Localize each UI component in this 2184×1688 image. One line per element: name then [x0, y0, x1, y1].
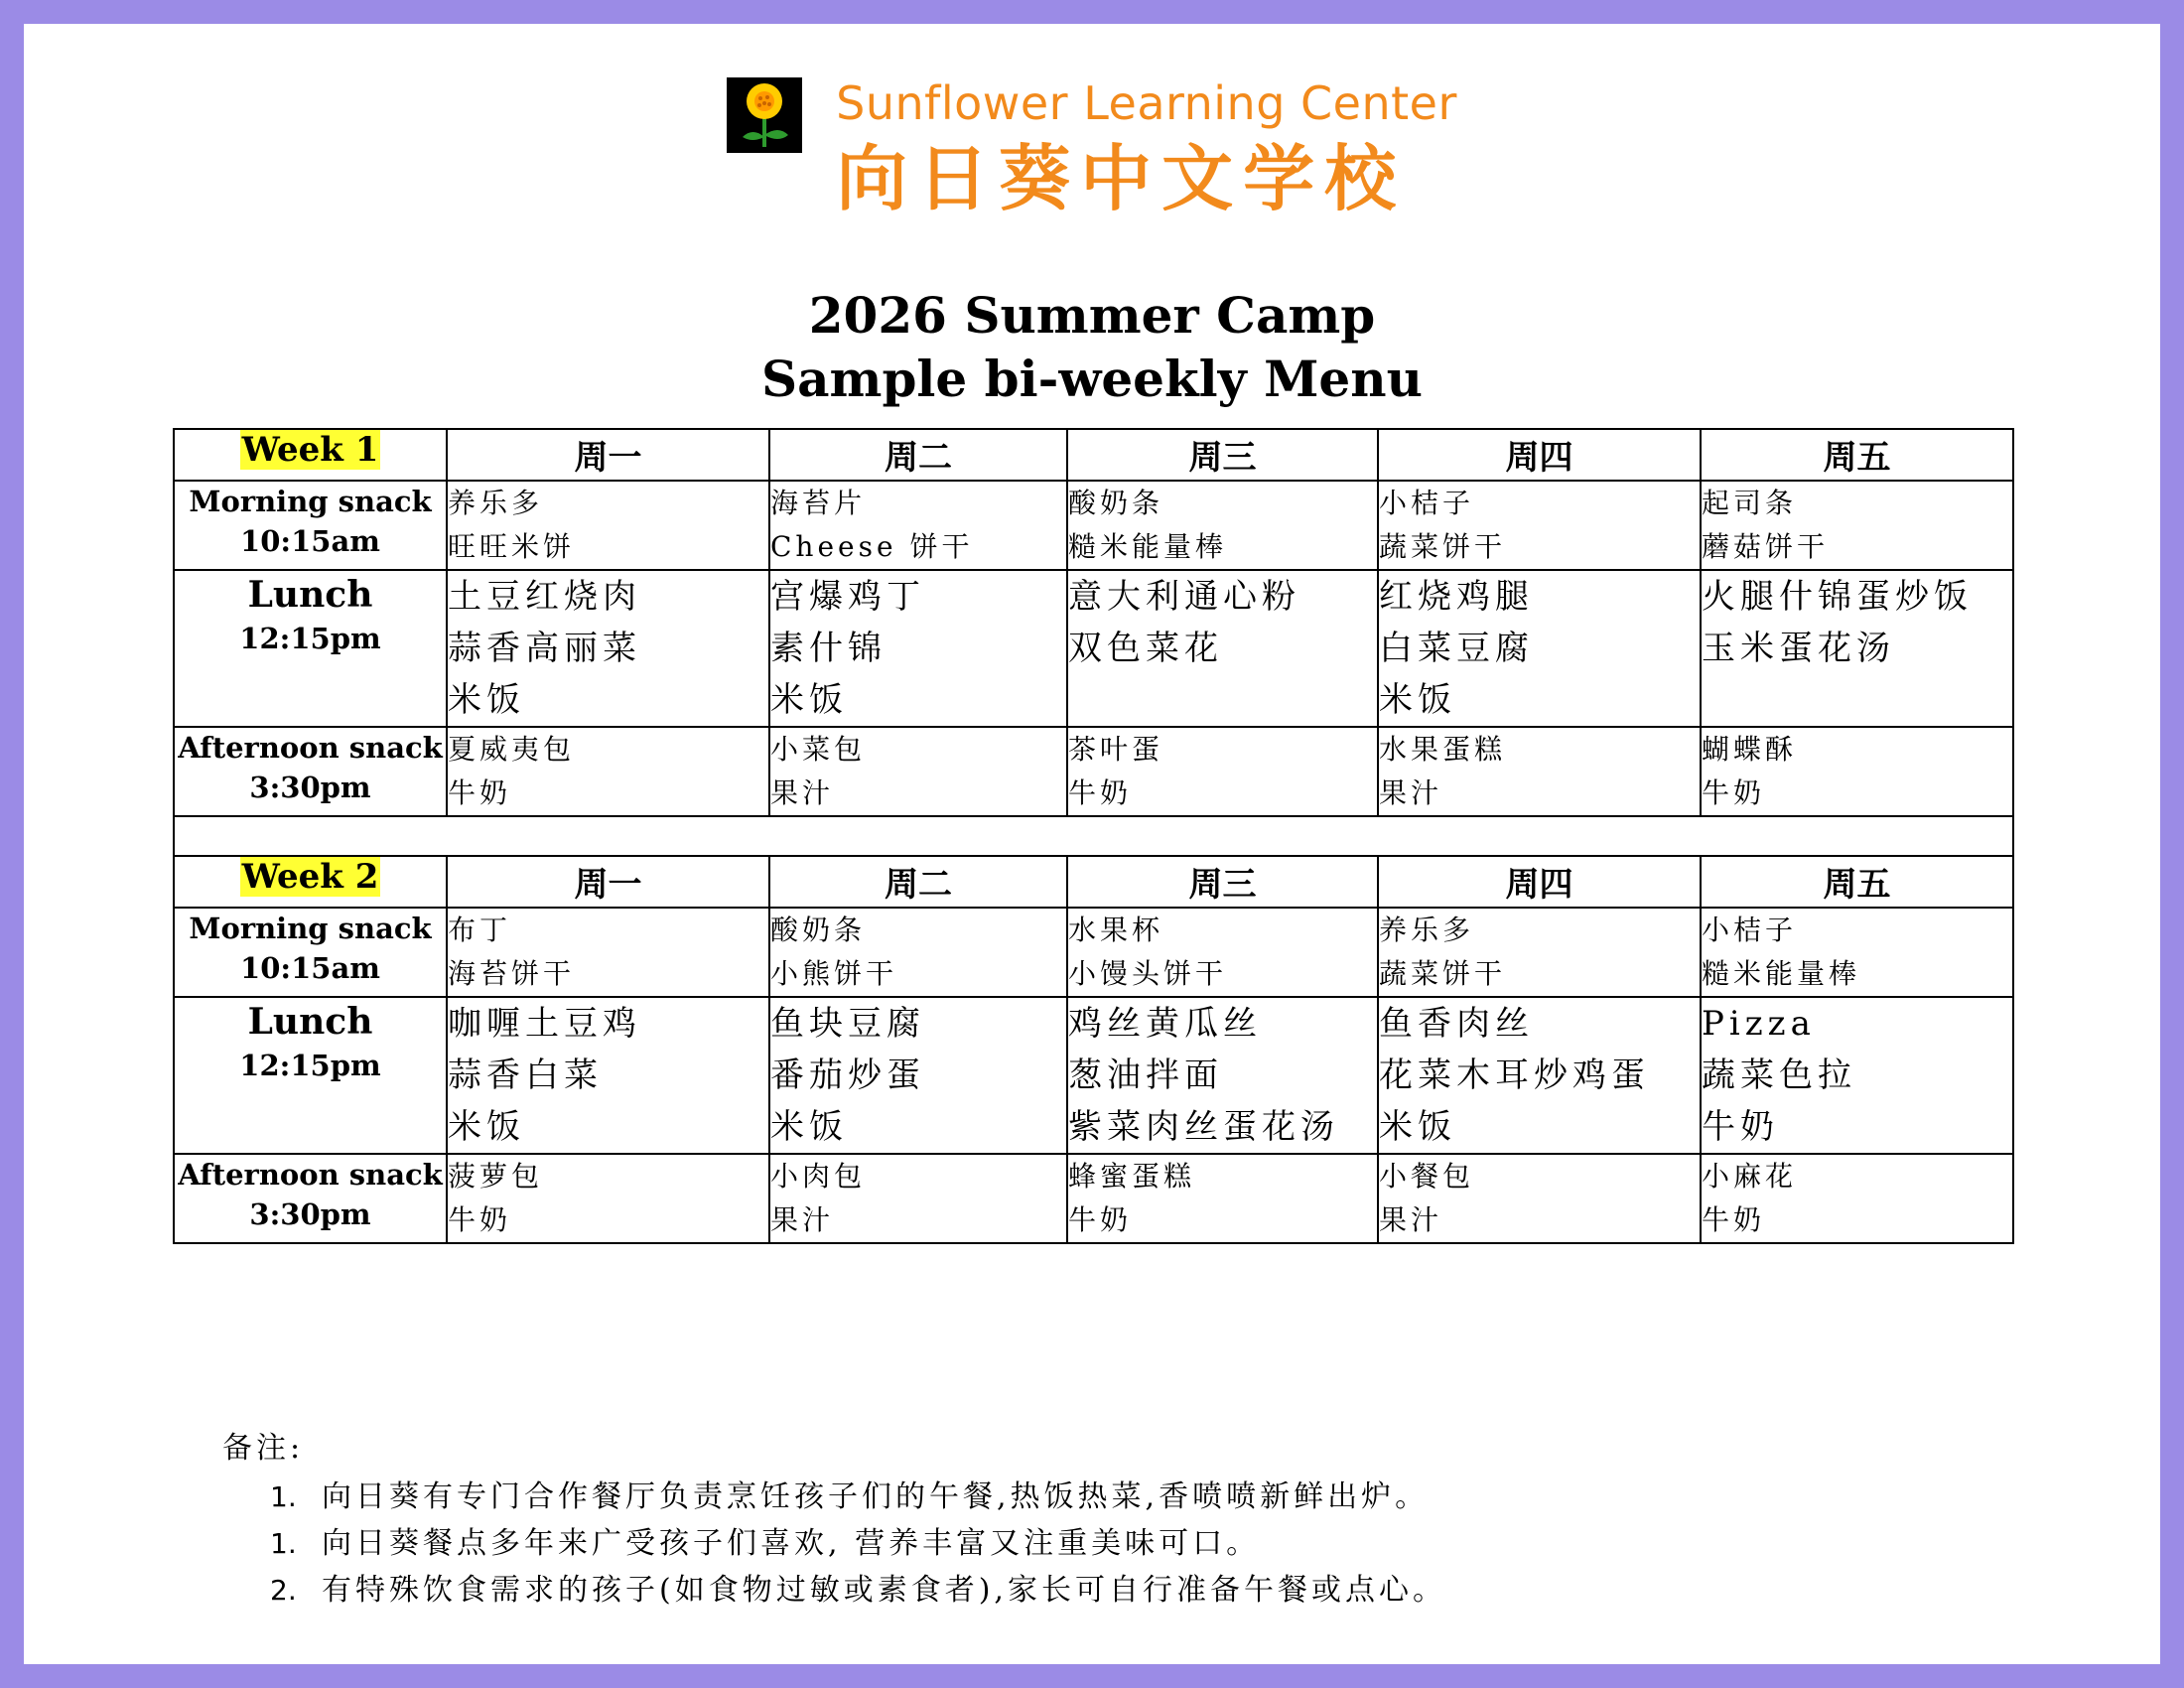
menu-item: 蔬菜饼干: [1379, 957, 1507, 990]
menu-item: 牛奶: [1702, 1107, 1779, 1147]
menu-item: 小桔子: [1702, 914, 1798, 946]
menu-item: 蝴蝶酥: [1702, 733, 1798, 766]
week-header-row: [174, 856, 2013, 908]
menu-item: 茶叶蛋: [1068, 733, 1164, 766]
menu-item: 白菜豆腐: [1379, 629, 1534, 668]
menu-item: 果汁: [1379, 1203, 1443, 1236]
menu-cell: [1701, 570, 2013, 727]
meal-name: Afternoon snack: [178, 731, 443, 765]
menu-item: 酸奶条: [1068, 487, 1164, 519]
morning-row: [174, 908, 2013, 997]
meal-name: Lunch: [247, 574, 373, 616]
menu-cell: [769, 908, 1067, 997]
menu-cell: [447, 997, 769, 1154]
header-logo: [24, 75, 2160, 220]
menu-cell: [769, 481, 1067, 570]
meal-name: Morning snack: [189, 485, 432, 518]
meal-time: 3:30pm: [249, 1197, 371, 1231]
notes-section: [222, 1424, 1446, 1614]
sunflower-icon: [727, 77, 802, 153]
menu-cell: [1067, 908, 1378, 997]
day-header: 周二: [769, 856, 1067, 908]
menu-item: 葱油拌面: [1068, 1055, 1223, 1095]
menu-item: 糙米能量棒: [1068, 530, 1228, 563]
menu-item: 鸡丝黄瓜丝: [1068, 1004, 1262, 1044]
brand-name-cn: 向日葵中文学校: [836, 136, 1407, 220]
menu-item: 牛奶: [1068, 1203, 1133, 1236]
menu-cell: [769, 570, 1067, 727]
menu-cell: [447, 481, 769, 570]
week-label-cell: [174, 429, 447, 481]
menu-cell: [769, 997, 1067, 1154]
week-label: Week 1: [241, 430, 379, 470]
meal-time: 3:30pm: [249, 771, 371, 804]
menu-cell: [1378, 481, 1701, 570]
menu-item: 宫爆鸡丁: [770, 577, 925, 617]
lunch-label-cell: [174, 997, 447, 1154]
meal-time: 10:15am: [240, 524, 380, 558]
day-header: 周一: [447, 429, 769, 481]
menu-page: [24, 24, 2160, 1664]
menu-item: 小餐包: [1379, 1160, 1475, 1193]
menu-item: 蒜香高丽菜: [448, 629, 641, 668]
menu-item: 布丁: [448, 914, 512, 946]
menu-item: 小桔子: [1379, 487, 1475, 519]
menu-item: 素什锦: [770, 629, 887, 668]
menu-item: 玉米蛋花汤: [1702, 629, 1895, 668]
day-header: 周一: [447, 856, 769, 908]
menu-cell: [1378, 1154, 1701, 1243]
note-text: 向日葵餐点多年来广受孩子们喜欢, 营养丰富又注重美味可口。: [322, 1526, 1261, 1561]
day-header: 周四: [1378, 429, 1701, 481]
menu-item: 米饭: [448, 680, 525, 720]
menu-item: 水果蛋糕: [1379, 733, 1507, 766]
menu-cell: [447, 1154, 769, 1243]
note-number: 1.: [270, 1527, 297, 1560]
menu-item: 果汁: [1379, 776, 1443, 809]
title-line-1: 2026 Summer Camp: [808, 286, 1376, 345]
menu-cell: [1701, 481, 2013, 570]
menu-cell: [769, 1154, 1067, 1243]
menu-cell: [1378, 727, 1701, 816]
menu-item: 米饭: [1379, 680, 1456, 720]
afternoon-row: [174, 1154, 2013, 1243]
menu-item: 夏威夷包: [448, 733, 576, 766]
menu-cell: [1067, 997, 1378, 1154]
meal-name: Afternoon snack: [178, 1158, 443, 1192]
menu-item: 花菜木耳炒鸡蛋: [1379, 1055, 1650, 1095]
menu-cell: [1067, 481, 1378, 570]
menu-item: 糙米能量棒: [1702, 957, 1861, 990]
menu-item: 牛奶: [1702, 776, 1766, 809]
spacer-cell: [174, 816, 2013, 856]
title-line-2: Sample bi-weekly Menu: [761, 350, 1423, 408]
meal-time: 10:15am: [240, 951, 380, 985]
menu-cell: [447, 727, 769, 816]
menu-cell: [1701, 1154, 2013, 1243]
note-text: 向日葵有专门合作餐厅负责烹饪孩子们的午餐,热饭热菜,香喷喷新鲜出炉。: [322, 1479, 1430, 1514]
lunch-row: [174, 997, 2013, 1154]
menu-item: 米饭: [770, 1107, 848, 1147]
menu-item: 紫菜肉丝蛋花汤: [1068, 1107, 1339, 1147]
note-text: 有特殊饮食需求的孩子(如食物过敏或素食者),家长可自行准备午餐或点心。: [322, 1573, 1446, 1608]
menu-cell: [1067, 570, 1378, 727]
afternoon-label-cell: [174, 1154, 447, 1243]
menu-table: [173, 428, 2014, 1244]
menu-item: 蒜香白菜: [448, 1055, 603, 1095]
menu-item: 小肉包: [770, 1160, 867, 1193]
menu-cell: [1067, 1154, 1378, 1243]
notes-title: 备注:: [222, 1431, 305, 1466]
day-header: 周五: [1701, 856, 2013, 908]
week-header-row: [174, 429, 2013, 481]
menu-item: 蜂蜜蛋糕: [1068, 1160, 1196, 1193]
menu-cell: [1701, 997, 2013, 1154]
menu-item: 火腿什锦蛋炒饭: [1702, 577, 1973, 617]
menu-item: 米饭: [448, 1107, 525, 1147]
menu-item: 海苔饼干: [448, 957, 576, 990]
menu-item: 牛奶: [448, 776, 512, 809]
menu-cell: [769, 727, 1067, 816]
menu-item: 酸奶条: [770, 914, 867, 946]
week-label-cell: [174, 856, 447, 908]
note-number: 1.: [270, 1480, 297, 1513]
note-item: [270, 1567, 1446, 1614]
morning-label-cell: [174, 908, 447, 997]
menu-item: 蔬菜色拉: [1702, 1055, 1856, 1095]
menu-item: Pizza: [1702, 1004, 1816, 1044]
note-item: [270, 1474, 1446, 1520]
menu-item: 牛奶: [1068, 776, 1133, 809]
menu-item: 鱼香肉丝: [1379, 1004, 1534, 1044]
menu-item: 牛奶: [1702, 1203, 1766, 1236]
menu-item: 海苔片: [770, 487, 867, 519]
menu-item: 养乐多: [1379, 914, 1475, 946]
menu-item: 土豆红烧肉: [448, 577, 641, 617]
menu-item: 果汁: [770, 1203, 835, 1236]
lunch-row: [174, 570, 2013, 727]
menu-item: 米饭: [770, 680, 848, 720]
menu-item: 水果杯: [1068, 914, 1164, 946]
menu-item: 双色菜花: [1068, 629, 1223, 668]
menu-item: 米饭: [1379, 1107, 1456, 1147]
week-label: Week 2: [241, 857, 379, 897]
menu-item: 小熊饼干: [770, 957, 898, 990]
menu-item: Cheese 饼干: [770, 530, 974, 563]
menu-item: 旺旺米饼: [448, 530, 576, 563]
menu-item: 蘑菇饼干: [1702, 530, 1830, 563]
day-header: 周三: [1067, 429, 1378, 481]
afternoon-label-cell: [174, 727, 447, 816]
menu-item: 小馒头饼干: [1068, 957, 1228, 990]
page-title: [24, 284, 2160, 411]
menu-item: 蔬菜饼干: [1379, 530, 1507, 563]
menu-cell: [1067, 727, 1378, 816]
note-item: [270, 1520, 1446, 1567]
notes-list: [222, 1474, 1446, 1614]
menu-item: 意大利通心粉: [1068, 577, 1300, 617]
menu-item: 红烧鸡腿: [1379, 577, 1534, 617]
menu-item: 起司条: [1702, 487, 1798, 519]
menu-item: 养乐多: [448, 487, 544, 519]
menu-cell: [1701, 908, 2013, 997]
menu-item: 鱼块豆腐: [770, 1004, 925, 1044]
menu-cell: [1378, 570, 1701, 727]
menu-item: 番茄炒蛋: [770, 1055, 925, 1095]
meal-time: 12:15pm: [239, 1049, 381, 1082]
day-header: 周四: [1378, 856, 1701, 908]
menu-cell: [1378, 997, 1701, 1154]
menu-item: 小菜包: [770, 733, 867, 766]
menu-item: 小麻花: [1702, 1160, 1798, 1193]
menu-item: 咖喱土豆鸡: [448, 1004, 641, 1044]
lunch-label-cell: [174, 570, 447, 727]
week-spacer: [174, 816, 2013, 856]
menu-cell: [447, 908, 769, 997]
meal-name: Morning snack: [189, 912, 432, 945]
meal-time: 12:15pm: [239, 622, 381, 655]
menu-item: 果汁: [770, 776, 835, 809]
afternoon-row: [174, 727, 2013, 816]
morning-label-cell: [174, 481, 447, 570]
menu-cell: [1378, 908, 1701, 997]
menu-item: 菠萝包: [448, 1160, 544, 1193]
menu-item: 牛奶: [448, 1203, 512, 1236]
meal-name: Lunch: [247, 1001, 373, 1043]
day-header: 周二: [769, 429, 1067, 481]
note-number: 2.: [270, 1574, 297, 1607]
menu-cell: [447, 570, 769, 727]
brand-name-en: Sunflower Learning Center: [836, 76, 1457, 130]
morning-row: [174, 481, 2013, 570]
menu-cell: [1701, 727, 2013, 816]
day-header: 周三: [1067, 856, 1378, 908]
day-header: 周五: [1701, 429, 2013, 481]
